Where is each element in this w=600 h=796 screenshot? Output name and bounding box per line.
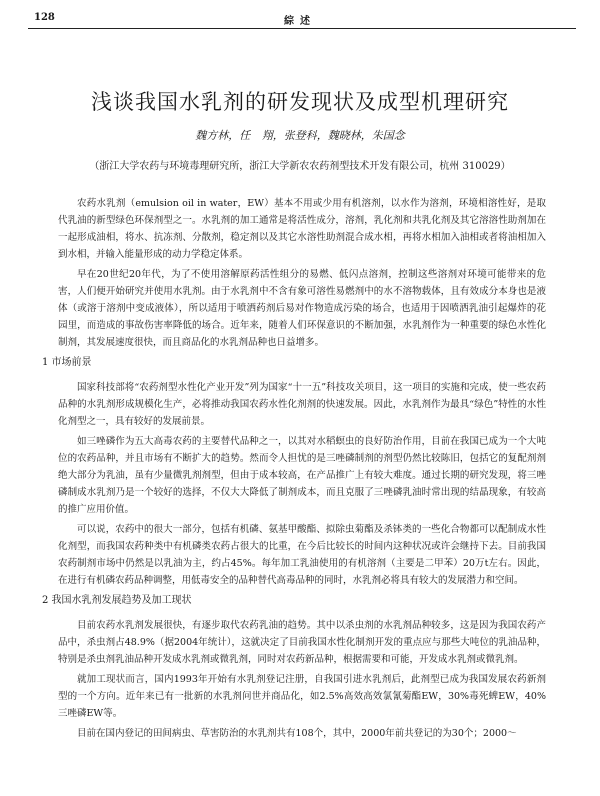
header-rule <box>28 28 576 29</box>
intro-paragraph: 早在20世纪20年代，为了不使用溶解原药活性组分的易燃、低闪点溶剂，控制这些溶剂对环境可能带来的危害，人们便开始研究并使用水乳剂。由于水乳剂中不含有象可溶性易燃剂中的水不溶物载体，且有效成分本身也是液体（或溶于溶剂中变成液体），所以适用于喷洒药剂后易对作物造成污染的场合，也适用于因喷洒乳油引起爆炸的花园里，而造成的事故伤害率降低的场合。近年来，随着人们环保意识的不断加强，水乳剂作为一种重要的绿色水性化制剂，其发展速度很快，而且商品化的水乳剂品种也日益增多。 <box>58 269 546 348</box>
body-paragraph: 目前农药水乳剂发展很快，有逐步取代农药乳油的趋势。其中以杀虫剂的水乳剂品种较多，这是因为我国农药产品中，杀虫剂占48.9%（据2004年统计），这就决定了目前我国水性化制剂开发的重点应与那些大吨位的乳油品种，特别是杀虫剂乳油品种开发成水乳剂或微乳剂，同时对农药新品种，根据需要和可能，开发成水乳剂或微乳剂。 <box>58 620 546 665</box>
running-header: 綜述 <box>284 16 316 27</box>
article-body <box>42 195 546 745</box>
author-list: 魏方林，任 翔，张登科，魏晓林，朱国念 <box>195 129 405 142</box>
body-paragraph: 如三唑磷作为五大高毒农药的主要替代品种之一，以其对水稻螟虫的良好防治作用，目前在我国已成为一个大吨位的农药品种，并且市场有不断扩大的趋势。然而令人担忧的是三唑磷制剂的剂型仍然比较陈旧，包括它的复配剂剂绝大部分为乳油，虽有少量微乳剂剂型，但由于成本较高，在产品推广上有较大难度。通过长期的研究发现，将三唑磷制成水乳剂乃是一个较好的选择，不仅大大降低了制剂成本，而且克服了三唑磷乳油时常出现的结晶现象，有较高的推广应用价值。 <box>58 436 546 515</box>
section-heading: 1 市场前景 <box>42 357 92 368</box>
article-title: 浅谈我国水乳剂的研发现状及成型机理研究 <box>91 90 509 114</box>
body-paragraph: 可以说，农药中的很大一部分，包括有机磷、氨基甲酸酯、拟除虫菊酯及杀钵类的一些化合物都可以配制成水性化剂型，而我国农药种类中有机磷类农药占很大的比重，在今后比较长的时间内这种状况或许会继持下去。目前我国农药制剂市场中仍然是以乳油为主，约占45%。每年加工乳油使用的有机溶剂（主要是二甲苯）20万t左右。因此，在进行有机磷农药品种调整，用低毒安全的品种替代高毒品种的同时，水乳剂必将具有较大的发展潜力和空间。 <box>58 524 546 586</box>
body-paragraph: 目前在国内登记的田间病虫、草害防治的水乳剂共有108个，其中，2000年前共登记的为30个；2000～ <box>77 728 517 739</box>
section-heading: 2 我国水乳剂发展趋势及加工现状 <box>42 595 192 606</box>
body-paragraph: 就加工现状而言，国内1993年开始有水乳剂登记注册，自我国引进水乳剂后，此剂型已成为我国发展农药新剂型的一个方向。近年来已有一批新的水乳剂问世并商品化，如2.5%高效高效氯氰菊酯EW，30%毒死蜱EW，40%三唑磷EW等。 <box>58 674 546 719</box>
affiliation: （浙江大学农药与环境毒理研究所，浙江大学新农农药剂型技术开发有限公司，杭州 310029） <box>89 161 511 172</box>
page-number: 128 <box>34 12 55 23</box>
body-paragraph: 国家科技部将“农药剂型水性化产业开发”列为国家“十一五”科技攻关项目，这一项目的实施和完成，使一些农药品种的水乳剂形成规模化生产，必将推动我国农药水性化剂剂的快速发展。因此，水乳剂作为最具“绿色”特性的水性化剂型之一，具有较好的发展前景。 <box>58 382 546 427</box>
intro-paragraph: 农药水乳剂（emulsion oil in water，EW）基本不用或少用有机溶剂，以水作为溶剂，环境相溶性好，是取代乳油的新型绿色环保剂型之一。水乳剂的加工通常是将活性成分，溶剂，乳化剂和共乳化剂及其它溶溶性助剂加在一起形成油相，将水、抗冻剂、分散剂，稳定剂以及其它水溶性助剂混合成水相，再将水相加入油相或者将油相加入到水相，并输入能量形成的动力学稳定体系。 <box>58 198 546 260</box>
